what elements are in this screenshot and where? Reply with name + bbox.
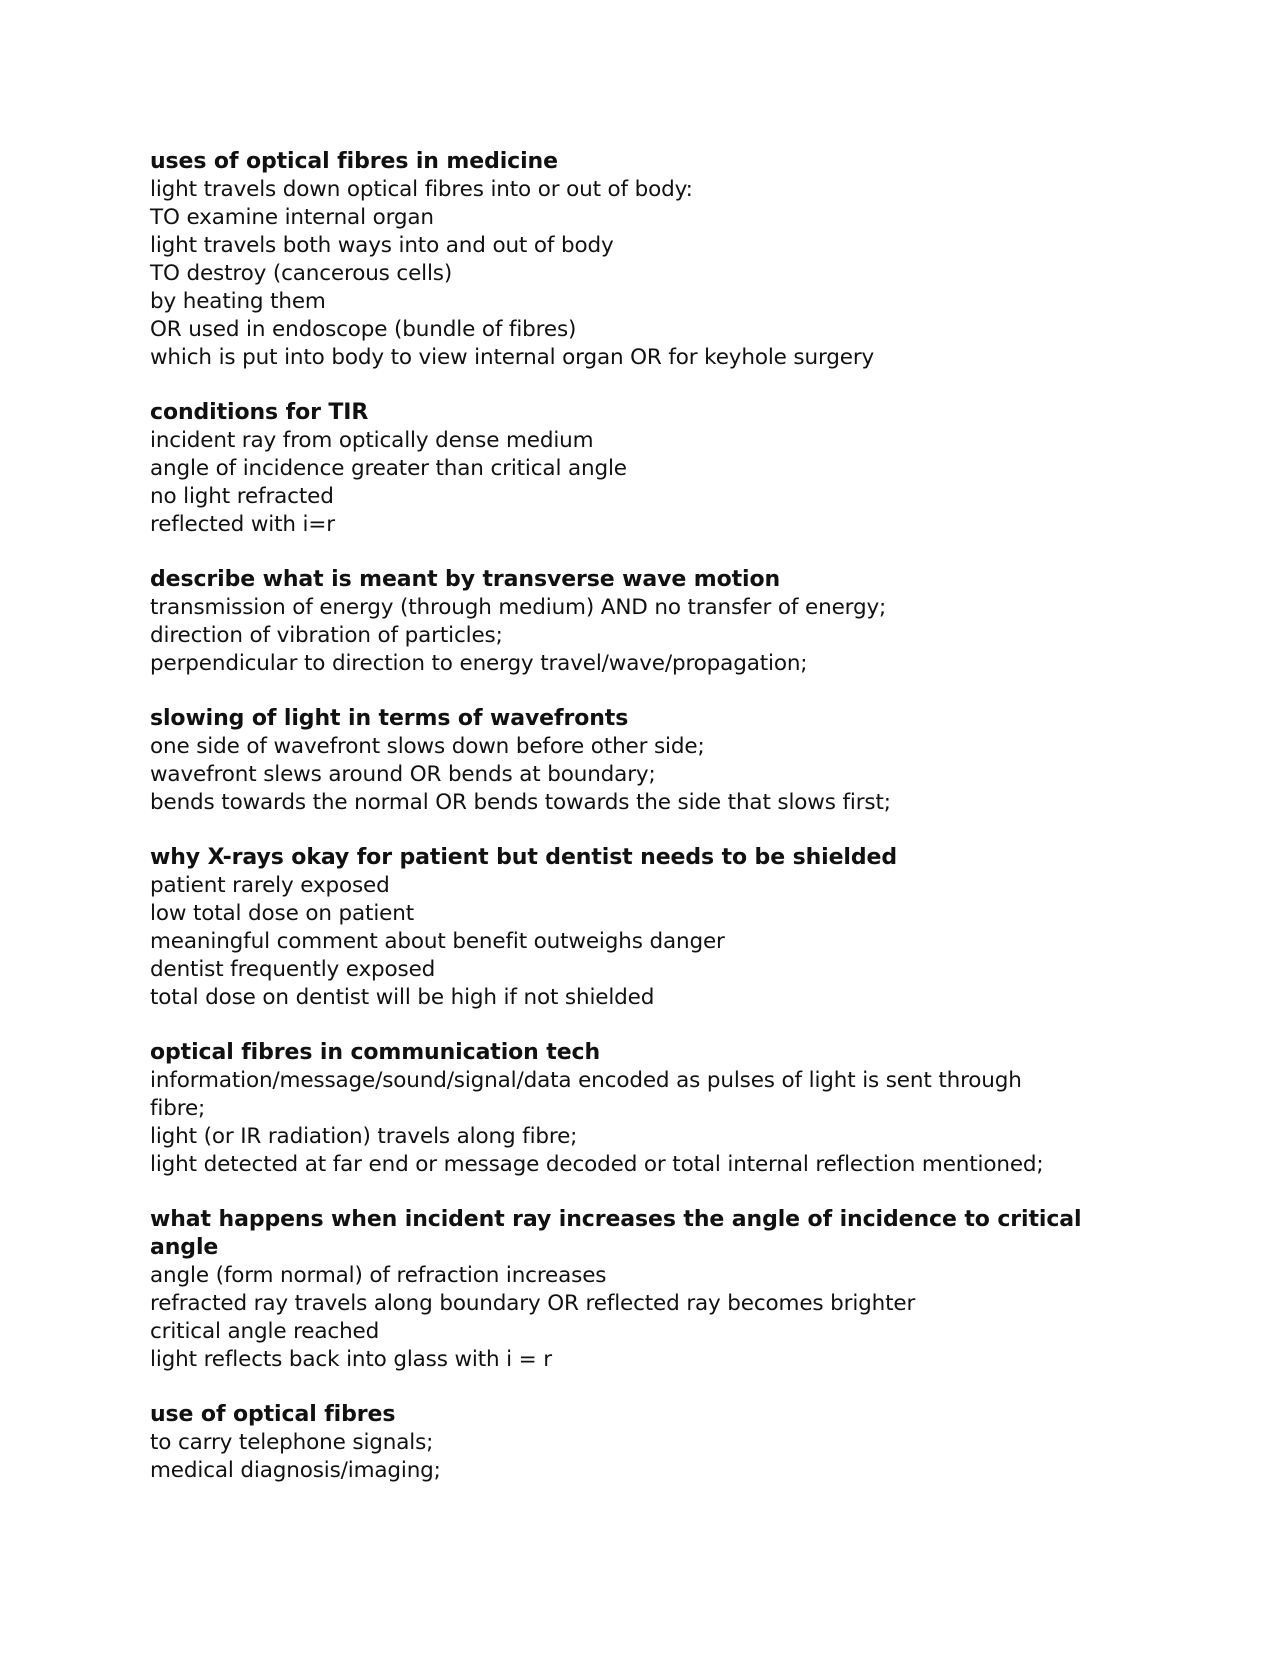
text-line: fibre; (150, 1096, 206, 1121)
text-line: wavefront slews around OR bends at boundary; (150, 762, 656, 787)
section-heading: what happens when incident ray increases the angle of incidence to critical (150, 1207, 1082, 1232)
section-heading: conditions for TIR (150, 400, 369, 425)
text-line: to carry telephone signals; (150, 1430, 434, 1455)
section-heading: use of optical fibres (150, 1402, 396, 1427)
text-line: perpendicular to direction to energy travel/wave/propagation; (150, 651, 808, 676)
text-line: bends towards the normal OR bends towards the side that slows first; (150, 790, 891, 815)
section-heading: why X-rays okay for patient but dentist needs to be shielded (150, 845, 897, 870)
text-line: light travels both ways into and out of body (150, 233, 614, 258)
section-heading: optical fibres in communication tech (150, 1040, 601, 1065)
text-line: light reflects back into glass with i = r (150, 1347, 552, 1372)
section-communication (150, 1039, 1140, 1179)
text-line: TO destroy (cancerous cells) (150, 261, 453, 286)
text-line: information/message/sound/signal/data encoded as pulses of light is sent through (150, 1068, 1022, 1093)
document-page (150, 148, 1140, 1512)
text-line: light (or IR radiation) travels along fibre; (150, 1124, 578, 1149)
section-medicine-uses (150, 148, 1140, 372)
text-line: patient rarely exposed (150, 873, 390, 898)
text-line: medical diagnosis/imaging; (150, 1458, 441, 1483)
section-heading: slowing of light in terms of wavefronts (150, 706, 629, 731)
text-line: no light refracted (150, 484, 334, 509)
section-heading-continued: angle (150, 1235, 219, 1260)
text-line: angle (form normal) of refraction increases (150, 1263, 607, 1288)
text-line: dentist frequently exposed (150, 957, 436, 982)
text-line: OR used in endoscope (bundle of fibres) (150, 317, 577, 342)
section-heading: describe what is meant by transverse wave motion (150, 567, 781, 592)
section-critical-angle (150, 1206, 1140, 1374)
text-line: by heating them (150, 289, 326, 314)
text-line: direction of vibration of particles; (150, 623, 503, 648)
section-wavefronts (150, 705, 1140, 817)
text-line: light detected at far end or message decoded or total internal reflection mentioned; (150, 1152, 1044, 1177)
text-line: total dose on dentist will be high if not shielded (150, 985, 655, 1010)
text-line: light travels down optical fibres into or out of body: (150, 177, 693, 202)
text-line: transmission of energy (through medium) AND no transfer of energy; (150, 595, 887, 620)
text-line: angle of incidence greater than critical angle (150, 456, 627, 481)
text-line: which is put into body to view internal organ OR for keyhole surgery (150, 345, 875, 370)
text-line: critical angle reached (150, 1319, 380, 1344)
section-transverse-wave (150, 566, 1140, 678)
section-xrays (150, 844, 1140, 1012)
text-line: one side of wavefront slows down before other side; (150, 734, 705, 759)
section-heading: uses of optical fibres in medicine (150, 149, 558, 174)
text-line: low total dose on patient (150, 901, 414, 926)
text-line: reflected with i=r (150, 512, 335, 537)
section-tir-conditions (150, 399, 1140, 539)
text-line: meaningful comment about benefit outweighs danger (150, 929, 725, 954)
text-line: TO examine internal organ (150, 205, 434, 230)
section-fibre-uses (150, 1401, 1140, 1485)
text-line: incident ray from optically dense medium (150, 428, 594, 453)
text-line: refracted ray travels along boundary OR reflected ray becomes brighter (150, 1291, 916, 1316)
